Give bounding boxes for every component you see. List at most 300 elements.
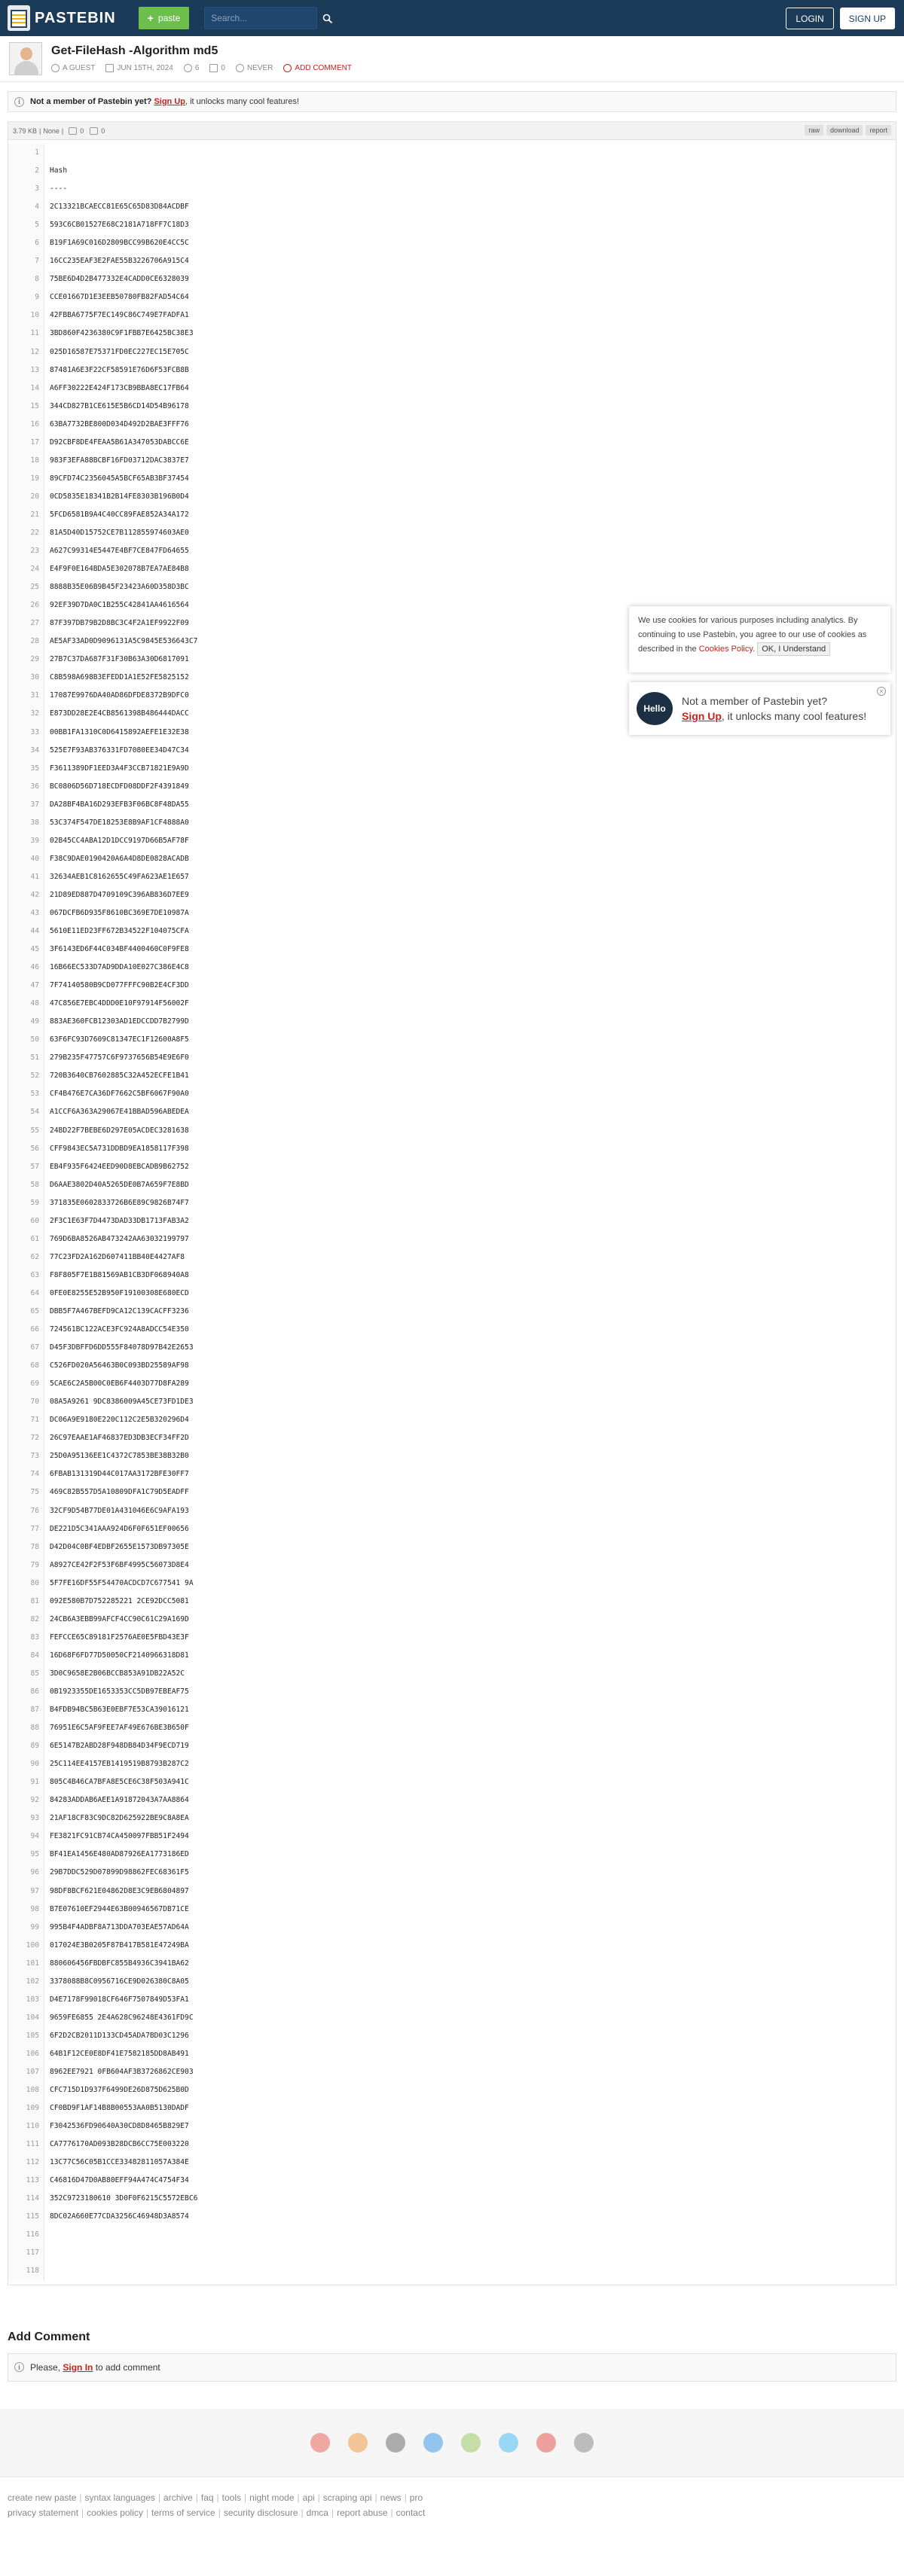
code-line: 8888B35E06B9B45F23423A60D358D3BC [50,583,189,592]
line-number: 96 [30,1868,39,1877]
separator: | [374,2492,377,2503]
plus-icon: + [147,12,154,24]
code-line: 092E580B7D752285221 2CE92DCC5081 [50,1596,189,1605]
code-header: 3.79 KB | None | 0 0 raw download report [8,122,896,140]
code-line: 21AF18CF83C9DC82D625922BE9C8A8EA [50,1814,189,1823]
code-line: BC0806D56D718ECDFD08DDF2F4391849 [50,782,189,791]
member-popup-signup-link[interactable]: Sign Up [682,710,722,722]
line-number: 14 [30,383,39,392]
paste-comments: 0 [221,64,225,72]
code-line: 067DCFB6D935F8610BC369E7DE10987A [50,908,189,917]
line-number: 97 [30,1886,39,1895]
paste-expire: NEVER [246,64,273,72]
footer-link[interactable]: api [302,2492,315,2503]
code-line: 87F397DB79B2D8BC3C4F2A1EF9922F09 [50,619,189,628]
code-line: 344CD827B1CE615E5B6CD14D54B96178 [50,401,189,410]
code-line: DBB5F7A467BEFD9CA12C139CACFF3236 [50,1307,189,1315]
code-body [8,140,896,2285]
code-line: 81A5D40D15752CE7B112855974603AE0 [50,528,189,537]
line-number: 54 [30,1108,39,1117]
pastebin-logo[interactable] [8,5,116,31]
paste-views: 6 [194,64,200,72]
add-comment-link[interactable]: ADD COMMENT [295,64,352,72]
code-line: 025D16587E75371FD0EC227EC15E705C [50,347,189,356]
code-line: 983F3EFA88BCBF16FD03712DAC3837E7 [50,456,189,465]
separator: | [404,2492,407,2503]
code-line: 53C374F547DE18253E8B9AF1CF4888A0 [50,818,189,827]
line-number: 116 [26,2230,39,2239]
line-number: 78 [30,1542,39,1551]
signup-button[interactable]: SIGN UP [840,8,895,29]
line-number: 90 [30,1760,39,1769]
code-line: BF41EA1456E480AD87926EA1773186ED [50,1850,189,1859]
code-line: 3378088B8C0956716CE9D026380C8A05 [50,1977,189,1986]
footer-link[interactable]: terms of service [151,2507,215,2518]
line-number: 62 [30,1252,39,1261]
code-line: 27B7C37DA687F31F30B63A30D6817091 [50,655,189,664]
line-number: 44 [30,927,39,936]
code-line: 7F74140580B9CD077FFFC90B2E4CF3DD [50,981,189,990]
line-number: 84 [30,1651,39,1660]
line-number: 113 [26,2176,39,2185]
code-line: B7E07610EF2944E63B00946567DB71CE [50,1904,189,1913]
line-number: 74 [30,1470,39,1479]
separator: | [301,2507,304,2518]
search-placeholder: Search... [211,13,248,23]
code-line: 805C4B46CA7BFA8E5CE6C38F503A941C [50,1778,189,1787]
code-line: F38C9DAE0190420A6A4D8DE0828ACADB [50,854,189,863]
paste-syntax[interactable]: None [43,127,60,135]
code-line: 64B1F12CE0E8DF41E7582185DD8AB491 [50,2049,189,2058]
dislike-icon[interactable] [90,127,98,135]
line-number: 3 [35,184,39,194]
line-number: 101 [26,1959,39,1968]
like-icon[interactable] [69,127,77,135]
code-line: A627C99314E5447E4BF7CE847FD64655 [50,547,189,556]
code-line: DE221D5C341AAA924D6F0F651EF00656 [50,1524,189,1533]
eye-icon [184,64,192,72]
line-number: 79 [30,1560,39,1569]
line-number: 23 [30,547,39,556]
code-line: 16CC235EAF3E2FAE55B3226706A915C4 [50,257,189,266]
code-line: FEFCCE65C89181F2576AE0E5FBD43E3F [50,1632,189,1642]
footer-link[interactable]: pro [409,2492,423,2503]
paste-size: 3.79 KB [13,127,38,135]
line-number: 66 [30,1325,39,1334]
code-line: 32CF9D54B77DE01A431046E6C9AFA193 [50,1506,189,1515]
code-line: D42D04C0BF4EDBF2655E1573DB97305E [50,1542,189,1551]
line-number: 29 [30,655,39,664]
line-number: 45 [30,945,39,954]
footer-link[interactable]: security disclosure [223,2507,298,2518]
code-line: F8F805F7E1B81569AB1CB3DF068940A8 [50,1270,189,1279]
line-number: 85 [30,1669,39,1678]
line-number: 87 [30,1706,39,1715]
info-icon: i [14,2362,24,2372]
footer-link[interactable]: archive [163,2492,193,2503]
line-number: 4 [35,203,39,212]
code-line: 98DF8BCF621E04862D8E3C9EB6804897 [50,1886,189,1895]
line-number: 64 [30,1288,39,1297]
line-number: 106 [26,2049,39,2058]
line-number: 52 [30,1072,39,1081]
footer-link[interactable]: night mode [249,2492,295,2503]
member-popup-rest: , it unlocks many cool features! [721,710,867,722]
line-number: 94 [30,1832,39,1841]
code-line: 24CB6A3EBB99AFCF4CC90C61C29A169D [50,1614,189,1623]
line-number: 103 [26,1995,39,2004]
user-icon [51,64,60,72]
code-line: A6FF30222E424F173CB9BBA8EC17FB64 [50,383,189,392]
line-number: 32 [30,709,39,718]
code-line [50,2244,896,2262]
line-number: 91 [30,1778,39,1787]
line-number: 75 [30,1488,39,1497]
line-number: 19 [30,474,39,483]
line-number: 86 [30,1687,39,1696]
line-number: 18 [30,456,39,465]
line-number: 22 [30,528,39,537]
separator: | [81,2507,84,2518]
line-number: 80 [30,1578,39,1587]
line-number: 88 [30,1724,39,1733]
opera-icon[interactable] [536,2433,556,2453]
line-number: 60 [30,1216,39,1225]
code-line: 2C13321BCAECC81E65C65D83D84ACDBF [50,203,189,212]
line-number: 104 [26,2013,39,2022]
code-line: 2F3C1E63F7D4473DAD33DB1713FAB3A2 [50,1216,189,1225]
separator: | [317,2492,320,2503]
line-number: 50 [30,1035,39,1044]
line-number: 37 [30,800,39,809]
footer-link[interactable]: syntax languages [84,2492,155,2503]
add-comment-icon [283,64,292,72]
line-number: 36 [30,782,39,791]
line-number: 58 [30,1180,39,1189]
code-line: 02B45CC4ABA12D1DCC9197D66B5AF78F [50,836,189,845]
line-number: 17 [30,437,39,447]
code-line: FE3821FC91CB74CA450097FBB51F2494 [50,1832,189,1841]
login-button[interactable]: LOGIN [786,8,833,29]
top-header [0,0,904,36]
line-number: 53 [30,1090,39,1099]
line-number: 49 [30,1017,39,1026]
code-line: CF4B476E7CA36DF7662C5BF6067F90A0 [50,1090,189,1099]
line-number: 55 [30,1126,39,1135]
code-line: EB4F935F6424EED90D8EBCADB9B62752 [50,1162,189,1171]
code-line: 24BD22F7BEBE6D297E05ACDEC3281638 [50,1126,189,1135]
search-icon[interactable] [316,8,339,30]
line-number: 71 [30,1416,39,1425]
code-line: E873DD28E2E4CB8561398B486444DACC [50,709,189,718]
code-line: C46816D47D0AB80EFF94A474C4754F34 [50,2176,189,2185]
code-line: 5610E11ED23FF672B34522F104075CFA [50,927,189,936]
line-number: 57 [30,1162,39,1171]
code-line: 6E5147B2ABD28F948DB84D34F9ECD719 [50,1742,189,1751]
line-number: 92 [30,1796,39,1805]
new-paste-label: paste [157,13,181,23]
line-number: 73 [30,1452,39,1461]
mac-icon[interactable] [499,2433,518,2453]
code-line: 017024E3B0205F87B417B581E47249BA [50,1940,189,1950]
code-line: 00BB1FA1310C0D6415892AEFE1E32E38 [50,727,189,736]
code-line: 16D68F6FD77D50050CF2140966318D81 [50,1651,189,1660]
code-line: D6AAE3802D40A5265DE0B7A659F7E8BD [50,1180,189,1189]
code-line: CFC715D1D937F6499DE26D875D625B0D [50,2086,189,2095]
line-number: 100 [26,1940,39,1950]
line-number: 59 [30,1198,39,1207]
code-line: D92CBF8DE4FEAA5B61A347053DABCC6E [50,437,189,447]
cookie-text: We use cookies for various purposes including analytics. By continuing to use Pastebin, you agree to our use of cookies as described in the [638,616,867,654]
code-line [50,2262,896,2280]
code-lines[interactable] [44,144,896,2281]
line-number: 40 [30,854,39,863]
code-line: 13C77C56C05B1CCE33482811057A384E [50,2158,189,2167]
line-number: 107 [26,2067,39,2076]
member-popup [629,682,890,735]
code-line [50,144,896,162]
member-popup-title: Not a member of Pastebin yet? [682,695,827,707]
line-number: 77 [30,1524,39,1533]
info-icon: i [14,97,24,107]
line-number: 89 [30,1742,39,1751]
code-line: 371835E0602833726B6E89C9826B74F7 [50,1198,189,1207]
footer-link[interactable]: contact [396,2507,426,2518]
hello-icon: Hello [637,692,673,725]
line-number: 51 [30,1053,39,1062]
line-number: 102 [26,1977,39,1986]
separator: | [216,2492,219,2503]
signin-link[interactable]: Sign In [63,2361,93,2373]
code-line: 16B66EC533D7AD9DDA10E027C386E4C8 [50,963,189,972]
add-comment-rest: to add comment [95,2361,160,2373]
line-number: 31 [30,691,39,700]
report-button[interactable]: report [866,125,891,136]
code-line [50,2226,896,2244]
code-line: 47C856E7EBC4DDD0E10F97914F56002F [50,999,189,1008]
code-line: 6FBAB131319D44C017AA3172BFE30FF7 [50,1470,189,1479]
separator: | [390,2507,393,2518]
line-number: 109 [26,2104,39,2113]
line-number: 12 [30,347,39,356]
code-line: Hash [50,166,68,175]
footer-link[interactable]: scraping api [322,2492,372,2503]
line-number: 56 [30,1144,39,1153]
line-number: 27 [30,619,39,628]
code-line: 42FBBA6775F7EC149C86C749E7FADFA1 [50,311,189,320]
code-line: 21D89ED887D4709109C396AB836D7EE9 [50,890,189,899]
line-number: 13 [30,365,39,374]
search-input[interactable] [204,7,317,29]
line-number: 6 [35,239,39,248]
code-line: 77C23FD2A162D607411BB40E4427AF8 [50,1252,185,1261]
line-number: 115 [26,2212,39,2221]
cookie-policy-link[interactable]: Cookies Policy [698,645,753,654]
code-line: 26C97EAAE1AF46837ED3DB3ECF34FF2D [50,1434,189,1443]
footer-link[interactable]: create new paste [8,2492,77,2503]
line-number: 108 [26,2086,39,2095]
footer-link[interactable]: dmca [306,2507,328,2518]
firefox-icon[interactable] [348,2433,368,2453]
windows-icon[interactable] [423,2433,443,2453]
footer-row-secondary [8,2507,896,2518]
code-line: 3D0C9658E2B06BCCB853A91DB22A52C [50,1669,185,1678]
signup-notice [8,91,896,112]
footer-row-primary [8,2492,896,2503]
comment-icon [209,64,218,72]
ios-icon[interactable] [386,2433,405,2453]
calendar-icon [105,64,114,72]
line-number: 98 [30,1904,39,1913]
unix-icon[interactable] [574,2433,594,2453]
line-number: 10 [30,311,39,320]
line-number: 39 [30,836,39,845]
line-number: 83 [30,1632,39,1642]
code-line: 593C6CB01527E68C2181A718FF7C18D3 [50,221,189,230]
code-line: A8927CE42F2F53F6BF4995C56073D8E4 [50,1560,189,1569]
line-number: 21 [30,510,39,519]
logo-text: PASTEBIN [35,9,116,26]
code-line: A1CCF6A363A29067E41BBAD596ABEDEA [50,1108,189,1117]
new-paste-button[interactable] [139,7,190,29]
code-line: DA28BF4BA16D293EFB3F06BC8F48DA55 [50,800,189,809]
code-line: 76951E6C5AF9FEE7AF49E676BE3B650F [50,1724,189,1733]
footer-link[interactable]: cookies policy [87,2507,143,2518]
paste-date: JUN 15TH, 2024 [117,64,173,72]
line-number: 63 [30,1270,39,1279]
separator: | [145,2507,148,2518]
code-line: C8B598A698B3EFEDD1A1E52FE5825152 [50,673,189,682]
chrome-icon[interactable] [310,2433,330,2453]
code-line: D45F3DBFFD6DD555F84078D97B42E2653 [50,1343,194,1352]
line-number: 68 [30,1361,39,1370]
separator: | [244,2492,247,2503]
line-number: 30 [30,673,39,682]
logo-icon [8,5,30,31]
line-number: 5 [35,221,39,230]
code-line: E4F9F0E164BDA5E302078B7EA7AE84B8 [50,565,189,574]
line-number: 28 [30,637,39,646]
line-number: 118 [26,2267,39,2276]
code-line: 0B1923355DE1653353CC5DB97EBEAF75 [50,1687,189,1696]
notice-signup-link[interactable]: Sign Up [154,97,185,106]
code-line: 279B235F47757C6F9737656B54E9E6F0 [50,1053,189,1062]
code-line: D4E7178F99018CF646F7507849D53FA1 [50,1995,189,2004]
code-line: CCE01667D1E3EEB50780FB82FAD54C64 [50,293,189,302]
separator: | [79,2492,82,2503]
line-number: 72 [30,1434,39,1443]
line-number: 61 [30,1234,39,1243]
code-line: 525E7F93AB376331FD7080EE34D47C34 [50,745,189,755]
code-line: 5FCD6581B9A4C40CC89FAE852A34A172 [50,510,189,519]
code-line: 880606456FBDBFC855B4936C3941BA62 [50,1959,189,1968]
footer-link[interactable]: news [380,2492,402,2503]
footer [0,2477,904,2545]
line-number: 99 [30,1922,39,1931]
code-line: 720B3640CB7602885C32A452ECFE1B41 [50,1072,189,1081]
paste-title: Get-FileHash -Algorithm md5 [51,44,218,57]
separator: | [218,2507,221,2518]
code-line: 32634AEB1C8162655C49FA623AE1E657 [50,872,189,881]
clock-icon [236,64,244,72]
line-number: 117 [26,2248,39,2257]
line-number: 25 [30,583,39,592]
code-line: 89CFD74C2356045A5BCF65AB3BF37454 [50,474,189,483]
code-line: 3F6143ED6F44C034BF4400460C0F9FE8 [50,945,189,954]
line-number: 33 [30,727,39,736]
app-icons-row [0,2409,904,2477]
code-line: 87481A6E3F22CF58591E76D6F53FCB8B [50,365,189,374]
code-box [8,121,896,2285]
cookie-banner: We use cookies for various purposes including analytics. By continuing to use Pastebin, you agree to our use of cookies as described in the Cookies Policy. OK, I Understand [629,606,890,672]
code-line: 17087E9976DA40AD86DFDE8372B9DFC0 [50,691,189,700]
code-line: 995B4F4ADBF8A713DDA703EAE57AD64A [50,1922,189,1931]
code-line: 0FE0E8255E52B950F19100308E680ECD [50,1288,189,1297]
code-line: 0CD5835E18341B2B14FE8303B196B0D4 [50,492,189,501]
code-line: B19F1A69C016D2809BCC99B620E4CC5C [50,239,189,248]
code-line: 29B7DDC529D07899D98862FEC68361F5 [50,1868,189,1877]
close-icon[interactable]: ✕ [877,687,886,696]
android-icon[interactable] [461,2433,481,2453]
line-number: 1 [35,148,39,157]
footer-link[interactable]: privacy statement [8,2507,79,2518]
code-line: 75BE6D4D2B477332E4CADD0CE6328039 [50,275,189,284]
line-number: 114 [26,2194,39,2203]
code-line: CF0BD9F1AF14B8B00553AA0B5130DADF [50,2104,189,2113]
line-number: 26 [30,601,39,610]
code-line: 469C82B557D5A10809DFA1C79D5EADFF [50,1488,189,1497]
line-number: 11 [30,329,39,338]
line-number: 70 [30,1398,39,1407]
code-line: 25C114EE4157EB1419519B8793B287C2 [50,1760,189,1769]
paste-info [0,36,904,82]
code-line: F3611389DF1EED3A4F3CCB71821E9A9D [50,764,189,773]
code-line: AE5AF33AD0D9096131A5C9845E536643C7 [50,637,198,646]
line-number: 69 [30,1379,39,1389]
code-line: 3BD860F4236380C9F1FBB7E6425BC38E3 [50,329,194,338]
code-line: 63F6FC93D7609C81347EC1F12600A8F5 [50,1035,189,1044]
code-line: 84283ADDAB6AEE1A91872043A7AA8864 [50,1796,189,1805]
line-number: 15 [30,401,39,410]
add-comment-heading: Add Comment [8,2330,90,2343]
raw-button[interactable]: raw [805,125,823,136]
avatar[interactable] [9,42,42,75]
line-number: 8 [35,275,39,284]
line-number: 105 [26,2031,39,2040]
code-line: ---- [50,184,68,194]
code-line: B4FDB94BC5B63E0EBF7E53CA39016121 [50,1706,189,1715]
line-number: 110 [26,2122,39,2131]
code-line: 63BA7732BE800D034D492D2BAE3FFF76 [50,419,189,428]
code-line: 92EF39D7DA0C1B255C42841AA4616564 [50,601,189,610]
code-line: F3042536FD90640A30CD8D8465B829E7 [50,2122,189,2131]
line-number: 20 [30,492,39,501]
footer-link[interactable]: faq [200,2492,214,2503]
code-line: 883AE360FCB12303AD1EDCCDD7B2799D [50,1017,189,1026]
code-line: 724561BC122ACE3FC924A8ADCC54E350 [50,1325,189,1334]
footer-link[interactable]: report abuse [337,2507,388,2518]
code-line: C526FD020A56463B0C093BD25589AF98 [50,1361,189,1370]
footer-link[interactable]: tools [221,2492,242,2503]
signin-notice [8,2353,896,2382]
download-button[interactable]: download [826,125,863,136]
paste-author: A GUEST [63,64,96,72]
code-line: 352C9723180610 3D0F0F6215C5572EBC6 [50,2194,198,2203]
cookie-ok-button[interactable]: OK, I Understand [757,642,830,656]
separator: | [331,2507,334,2518]
line-number: 24 [30,565,39,574]
code-line: 5CAE6C2A5B00C0EB6F4403D77D8FA289 [50,1379,189,1389]
